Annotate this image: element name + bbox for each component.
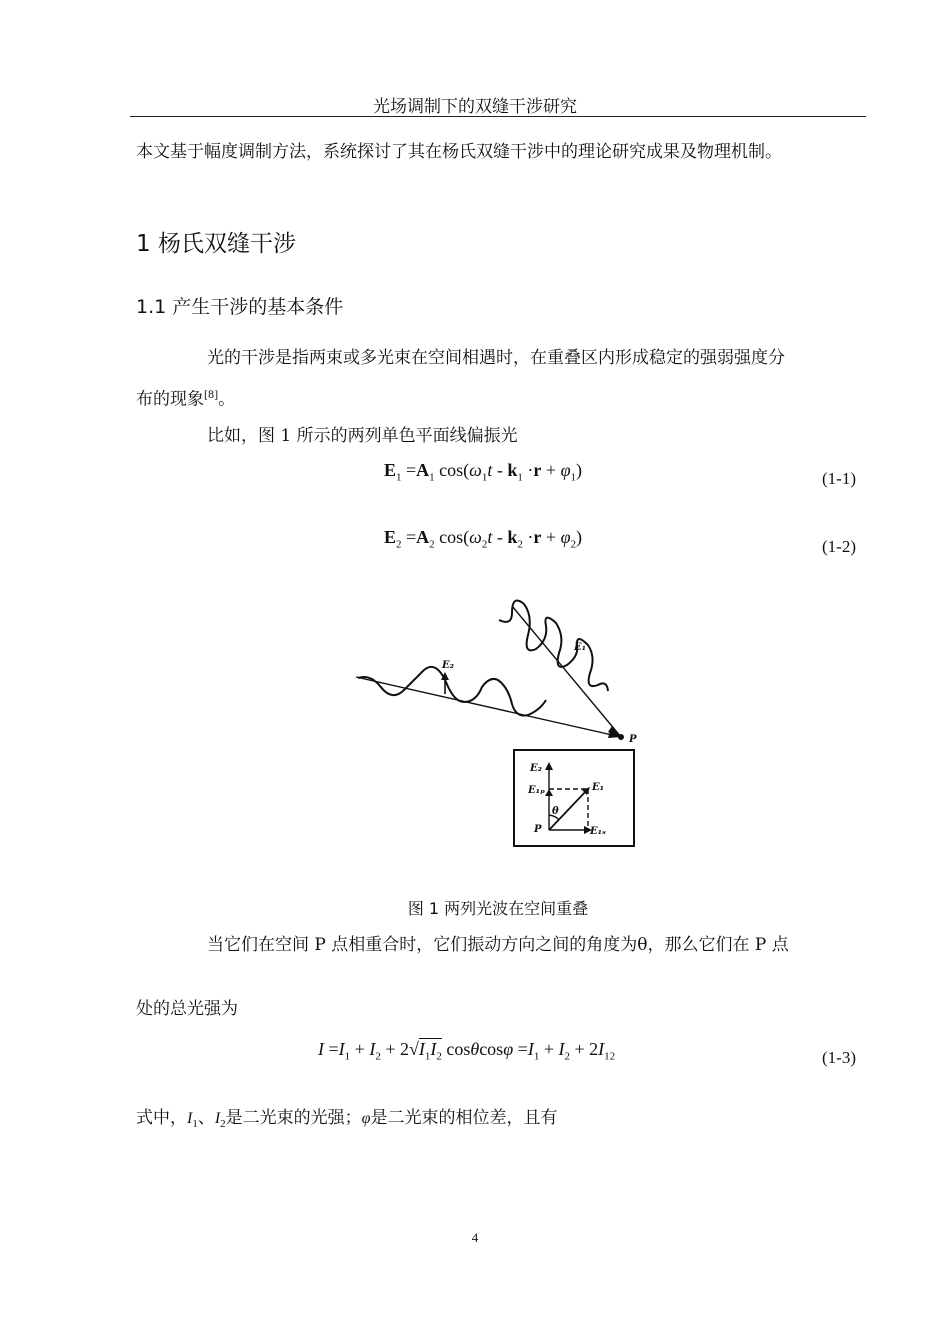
label-p: P (629, 734, 637, 745)
equation-1-2: $E_2 =A_2$ $\cos(\omega_2t - k_2 \cdot r + \varphi_2)$ (384, 527, 583, 551)
inset-label-e2: E₂ (530, 763, 543, 774)
equation-1-1: $E_1 =A_1$ $\cos(\omega_1t - k_1 \cdot r + \varphi_1)$ (384, 460, 583, 484)
subsection-number: 1.1 (136, 296, 167, 318)
equation-number: (1-3) (822, 1048, 856, 1067)
wave-2 (358, 667, 546, 716)
wave-1 (499, 601, 608, 691)
paragraph-line: 比如，图 1 所示的两列单色平面线偏振光 (207, 426, 518, 446)
inset-label-e1p: E₁ₚ (528, 785, 545, 796)
label-e2: E₂ (442, 660, 455, 671)
interference-figure (340, 590, 650, 855)
inset-label-p: P (534, 824, 542, 835)
section-title: 杨氏双缝干涉 (157, 231, 296, 257)
inset-arrow-icon (545, 762, 553, 770)
ray-2 (356, 677, 621, 737)
paragraph-text: 布的现象 (136, 389, 204, 410)
intro-paragraph: 本文基于幅度调制方法，系统探讨了其在杨氏双缝干涉中的理论研究成果及物理机制。 (136, 142, 782, 162)
paragraph-line: 当它们在空间 P 点相重合时，它们振动方向之间的角度为θ，那么它们在 P 点 (207, 935, 789, 955)
inset-arrow-icon (545, 789, 553, 796)
paragraph-text: 是二光束的相位差，且有 (370, 1108, 558, 1128)
section-number: 1 (136, 231, 151, 257)
inset-label-e1s: E₁ₛ (590, 826, 606, 837)
section-heading (136, 225, 296, 258)
paragraph-text: 是二光束的光强； (225, 1108, 362, 1128)
running-header-title: 光场调制下的双缝干涉研究 (373, 97, 577, 117)
subsection-title: 产生干涉的基本条件 (172, 296, 344, 318)
point-p (618, 734, 624, 740)
paragraph-line: 处的总光强为 (136, 999, 238, 1019)
paragraph-line: 光的干涉是指两束或多光束在空间相遇时，在重叠区内形成稳定的强弱强度分 (207, 348, 785, 368)
label-e1: E₁ (574, 642, 587, 653)
page-number: 4 (471, 1230, 479, 1245)
equation-number: (1-1) (822, 469, 856, 488)
equation-number: (1-2) (822, 537, 856, 556)
figure-caption: 图 1 两列光波在空间重叠 (407, 899, 589, 918)
paragraph-text: 。 (218, 389, 236, 410)
equation-1-3: $I =I_1 + I_2 + 2√I_1I_2$ $\cos\theta\cos\varphi =I_1 + I_2 + 2I_{12}$ (318, 1039, 616, 1063)
ray-1 (512, 606, 621, 737)
paragraph-text: 式中， (136, 1108, 187, 1128)
paragraph-line: 式中，$I_1$、$I_2$是二光束的光强；φ是二光束的相位差，且有 (136, 1108, 558, 1131)
inset-label-theta: θ (552, 806, 559, 817)
inset-label-e1: E₁ (592, 782, 605, 793)
paragraph-text: 、 (197, 1108, 215, 1128)
header-rule (130, 116, 866, 117)
subsection-heading (136, 292, 343, 319)
paragraph-line (136, 386, 235, 410)
citation: [8] (204, 390, 219, 401)
